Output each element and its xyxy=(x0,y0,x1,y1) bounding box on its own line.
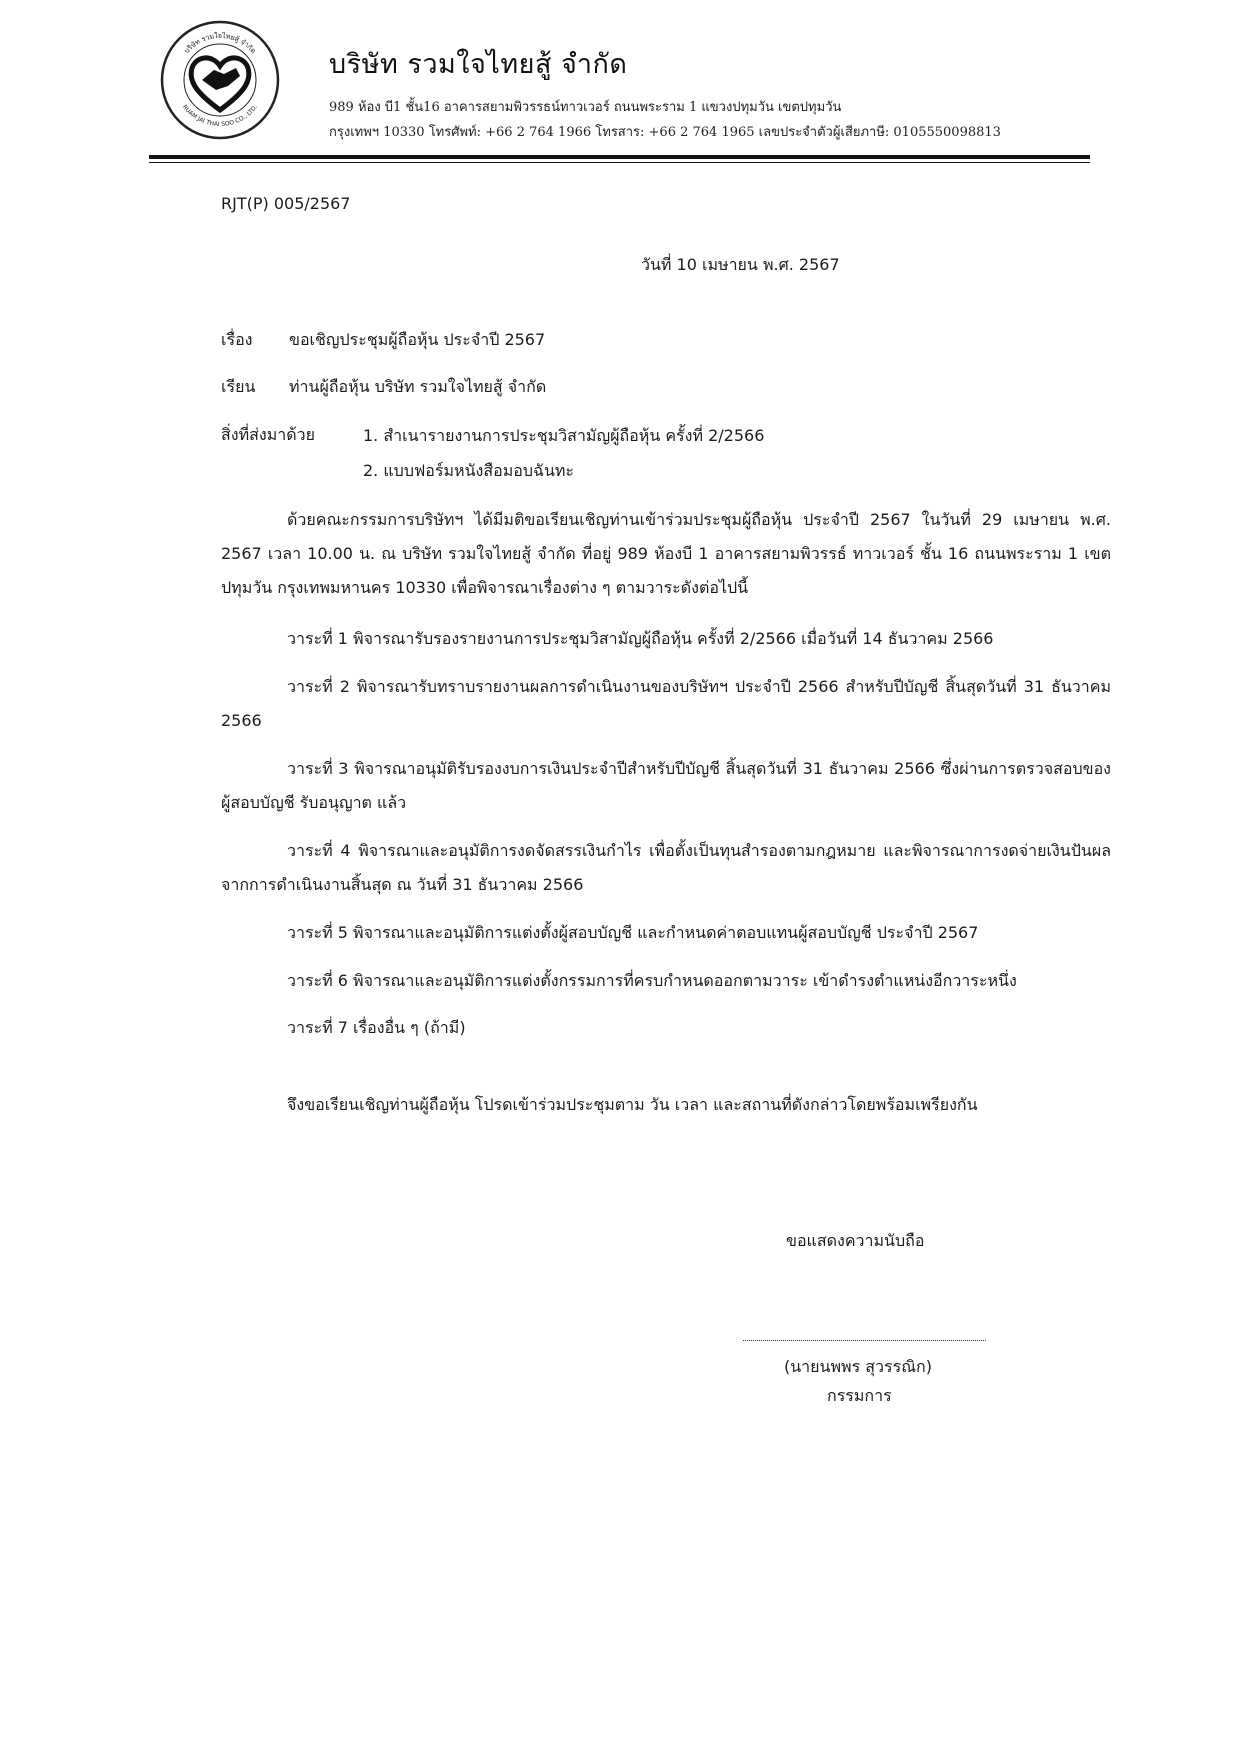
svg-text:บริษัท รวมใจไทยสู้ จำกัด xyxy=(183,31,258,55)
signature-line xyxy=(743,1340,986,1341)
to-label: เรียน xyxy=(221,377,256,396)
agenda-item: วาระที่ 6 พิจารณาและอนุมัติการแต่งตั้งกรรมการที่ครบกำหนดออกตามวาระ เข้าดำรงตำแหน่งอีกวาระหนึ่ง xyxy=(287,971,1017,990)
enclosures-label: สิ่งที่ส่งมาด้วย xyxy=(221,425,315,444)
agenda-item: วาระที่ 2 พิจารณารับทราบรายงานผลการดำเนินงานของบริษัทฯ ประจำปี 2566 สำหรับปีบัญชี สิ้นสุดวันที่ 31 ธันวาคม 2566 xyxy=(221,677,1111,730)
enclosure-item: 2. แบบฟอร์มหนังสือมอบฉันทะ xyxy=(363,461,575,480)
closing-invitation: จึงขอเรียนเชิญท่านผู้ถือหุ้น โปรดเข้าร่วมประชุมตาม วัน เวลา และสถานที่ดังกล่าวโดยพร้อมเพรียงกัน xyxy=(287,1095,978,1114)
company-logo xyxy=(158,18,282,142)
signer-title: กรรมการ xyxy=(827,1386,892,1405)
reference-number: RJT(P) 005/2567 xyxy=(221,194,351,213)
intro-paragraph: ด้วยคณะกรรมการบริษัทฯ ได้มีมติขอเรียนเชิญท่านเข้าร่วมประชุมผู้ถือหุ้น ประจำปี 2567 ในวันที่ 29 เมษายน พ.ศ. 2567 เวลา 10.00 น. ณ บริษัท รวมใจไทยสู้ จำกัด ที่อยู่ 989 ห้องบี 1 อาคารสยามพิวรรธ์ ทาวเวอร์ ชั้น 16 ถนนพระราม 1 เขตปทุมวัน กรุงเทพมหานคร 10330 เพื่อพิจารณาเรื่องต่าง ๆ ตามวาระดังต่อไปนี้ xyxy=(221,510,1111,597)
logo-text-bottom: RUAM JAI THAI SOO CO., LTD. xyxy=(180,103,260,129)
enclosure-item: 1. สำเนารายงานการประชุมวิสามัญผู้ถือหุ้น ครั้งที่ 2/2566 xyxy=(363,426,765,445)
company-address-line2: กรุงเทพฯ 10330 โทรศัพท์: +66 2 764 1966 โทรสาร: +66 2 764 1965 เลขประจำตัวผู้เสียภาษี: 0105550098813 xyxy=(329,125,1001,140)
signer-name: (นายนพพร สุวรรณิก) xyxy=(784,1357,932,1376)
closing-regards: ขอแสดงความนับถือ xyxy=(786,1231,925,1250)
company-name: บริษัท รวมใจไทยสู้ จำกัด xyxy=(329,49,628,80)
logo-text-top: บริษัท รวมใจไทยสู้ จำกัด xyxy=(182,31,258,56)
company-address-line1: 989 ห้อง บี1 ชั้น16 อาคารสยามพิวรรธน์ทาวเวอร์ ถนนพระราม 1 แขวงปทุมวัน เขตปทุมวัน xyxy=(329,100,842,115)
letterhead-divider-thin xyxy=(149,162,1090,163)
agenda-item: วาระที่ 1 พิจารณารับรองรายงานการประชุมวิสามัญผู้ถือหุ้น ครั้งที่ 2/2566 เมื่อวันที่ 14 ธันวาคม 2566 xyxy=(287,629,994,648)
agenda-item: วาระที่ 5 พิจารณาและอนุมัติการแต่งตั้งผู้สอบบัญชี และกำหนดค่าตอบแทนผู้สอบบัญชี ประจำปี 2567 xyxy=(287,923,979,942)
subject-text: ขอเชิญประชุมผู้ถือหุ้น ประจำปี 2567 xyxy=(289,330,546,349)
agenda-item: วาระที่ 4 พิจารณาและอนุมัติการงดจัดสรรเงินกำไร เพื่อตั้งเป็นทุนสำรองตามกฎหมาย และพิจารณาการงดจ่ายเงินปันผลจากการดำเนินงานสิ้นสุด ณ วันที่ 31 ธันวาคม 2566 xyxy=(221,841,1111,894)
letter-date: วันที่ 10 เมษายน พ.ศ. 2567 xyxy=(641,255,840,274)
subject-label: เรื่อง xyxy=(221,330,253,349)
agenda-item: วาระที่ 3 พิจารณาอนุมัติรับรองงบการเงินประจำปีสำหรับปีบัญชี สิ้นสุดวันที่ 31 ธันวาคม 2566 ซึ่งผ่านการตรวจสอบของผู้สอบบัญชี รับอนุญาต แล้ว xyxy=(221,759,1111,812)
letterhead-divider-thick xyxy=(149,155,1090,159)
to-text: ท่านผู้ถือหุ้น บริษัท รวมใจไทยสู้ จำกัด xyxy=(289,377,547,396)
agenda-item: วาระที่ 7 เรื่องอื่น ๆ (ถ้ามี) xyxy=(287,1018,466,1037)
